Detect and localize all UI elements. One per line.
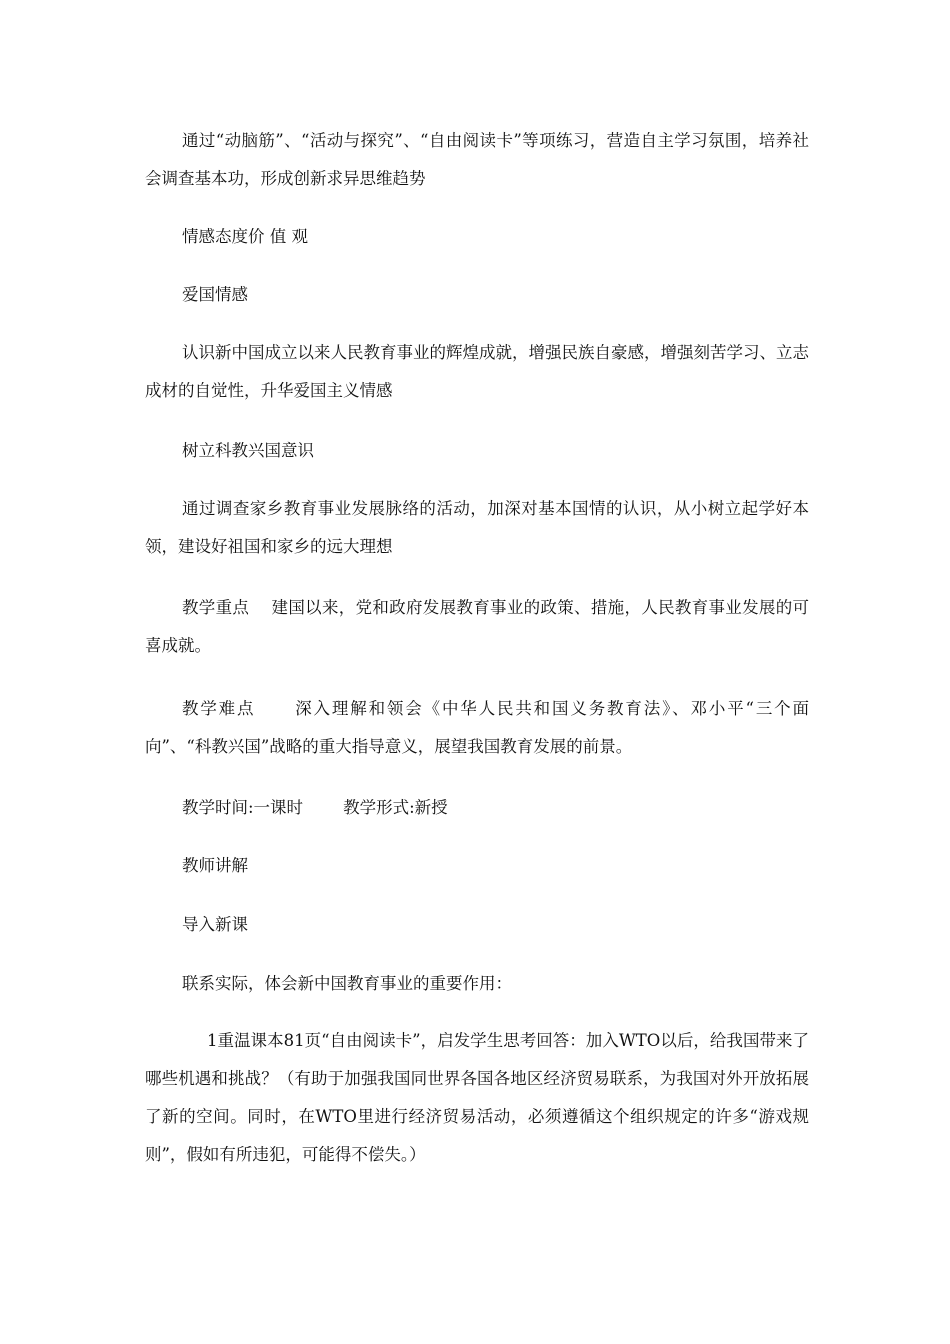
- heading-patriotism: 爱国情感: [182, 285, 248, 304]
- paragraph-patriotism-content: 认识新中国成立以来人民教育事业的辉煌成就，增强民族自豪感，增强刻苦学习、立志成材的自觉性，升华爱国主义情感: [145, 343, 809, 400]
- teaching-focus-text: 建国以来，党和政府发展教育事业的政策、措施，人民教育事业发展的可喜成就。: [145, 598, 810, 655]
- teaching-difficulty-text: 深入理解和领会《中华人民共和国义务教育法》、邓小平“三个面向”、“科教兴国”战略的重大指导意义，展望我国教育发展的前景。: [145, 699, 810, 756]
- teaching-focus-label: 教学重点: [182, 598, 250, 617]
- heading-teacher-explanation: 教师讲解: [182, 856, 248, 875]
- teaching-difficulty-label: 教学难点: [182, 699, 256, 718]
- paragraph-practice-methods: 通过“动脑筋”、“活动与探究”、“自由阅读卡”等项练习，营造自主学习氛围，培养社会调查基本功，形成创新求异思维趋势: [145, 131, 809, 188]
- paragraph-wto-question: 1重温课本81页“自由阅读卡”，启发学生思考回答：加入WTO以后，给我国带来了哪些机遇和挑战？（有助于加强我国同世界各国各地区经济贸易联系，为我国对外开放拓展了新的空间。同时，在WTO里进行经济贸易活动，必须遵循这个组织规定的许多“游戏规则”，假如有所违犯，可能得不偿失。）: [145, 1031, 809, 1164]
- paragraph-teaching-time-form: [145, 789, 809, 827]
- paragraph-hometown-survey: 通过调查家乡教育事业发展脉络的活动，加深对基本国情的认识，从小树立起学好本领，建设好祖国和家乡的远大理想: [145, 499, 809, 556]
- teaching-time: 教学时间:一课时: [182, 798, 304, 817]
- paragraph-teaching-focus: [145, 589, 809, 665]
- teaching-form: 教学形式:新授: [343, 798, 448, 817]
- heading-science-education: 树立科教兴国意识: [182, 441, 314, 460]
- paragraph-connect-reality: 联系实际，体会新中国教育事业的重要作用：: [182, 974, 512, 993]
- heading-introduce-new-lesson: 导入新课: [182, 915, 248, 934]
- heading-emotion-attitude-values: 情感态度价 值 观: [182, 227, 308, 246]
- paragraph-teaching-difficulty: [145, 690, 809, 766]
